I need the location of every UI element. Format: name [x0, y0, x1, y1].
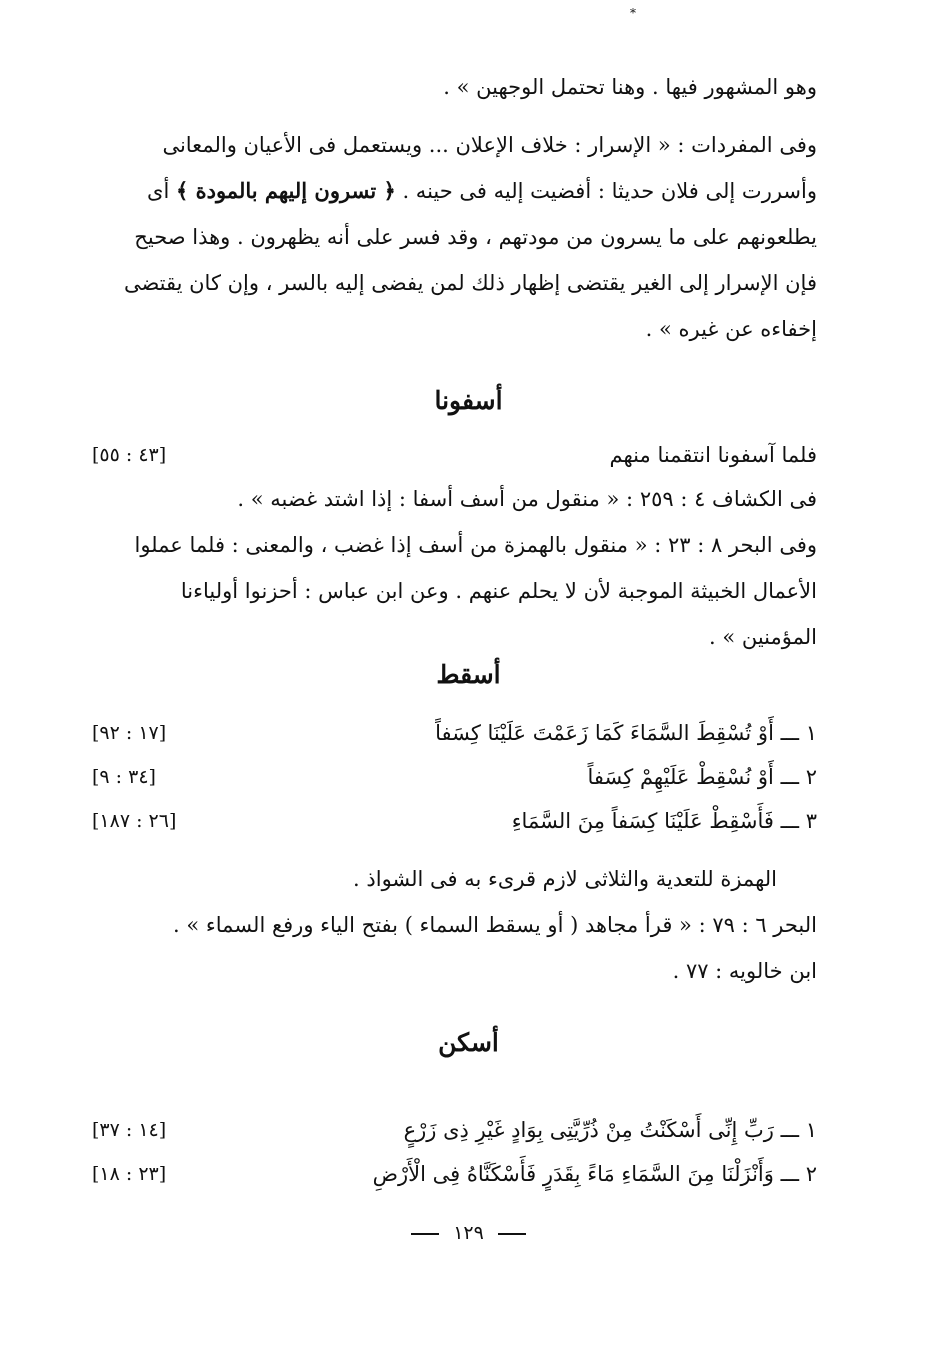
verse-row — [92, 433, 817, 477]
text-segment: أى — [147, 179, 176, 203]
section-heading: أسقط — [436, 660, 501, 689]
text-line: ابن خالويه : ٧٧ . — [672, 959, 817, 983]
verse-text: ١ ـــ أَوْ تُسْقِطَ السَّمَاءَ كَمَا زَعَمْتَ عَلَيْنَا كِسَفاً — [435, 721, 817, 745]
text-segment: وأسررت إلى فلان حديثا : أفضيت إليه فى حينه . — [395, 179, 817, 203]
text-line: البحر ٦ : ٧٩ : « قرأ مجاهد ( أو يسقط السماء ) بفتح الياء ورفع السماء » . — [173, 913, 817, 937]
text-line: إخفاءه عن غيره » . — [645, 317, 817, 341]
mufradat-paragraph — [92, 122, 817, 352]
verse-row — [92, 1108, 817, 1152]
verse-row — [92, 711, 817, 755]
text-line: وفى المفردات : « الإسرار : خلاف الإعلان ... ويستعمل فى الأعيان والمعانى — [162, 133, 817, 157]
top-mark: * — [630, 6, 636, 20]
verse-reference: [٢٣ : ١٨] — [92, 1163, 167, 1185]
quran-quote: ﴿ تسرون إليهم بالمودة ﴾ — [175, 178, 396, 203]
dash-decoration — [411, 1233, 439, 1235]
page-number — [0, 1222, 937, 1244]
page-number-text: ١٢٩ — [453, 1222, 484, 1244]
verse-row — [92, 755, 817, 799]
text-line: يطلعونهم على ما يسرون من مودتهم ، وقد فسر على أنه يظهرون . وهذا صحيح — [134, 225, 817, 249]
intro-paragraph — [92, 64, 817, 110]
verse-text: فلما آسفونا انتقمنا منهم — [609, 443, 817, 467]
section2-paragraph — [92, 902, 817, 994]
text-line — [92, 168, 817, 214]
verse-reference: [١٧ : ٩٢] — [92, 722, 167, 744]
verse-text: ٢ ـــ وَأَنْزَلْنَا مِنَ السَّمَاءِ مَاءً بِقَدَرٍ فَأَسْكَنَّاهُ فِى الْأَرْضِ — [372, 1162, 817, 1186]
text-line: وفى البحر ٨ : ٢٣ : « منقول بالهمزة من أسف إذا غضب ، والمعنى : فلما عملوا — [134, 533, 817, 557]
verse-text: ١ ـــ رَبِّ إِنِّى أَسْكَنْتُ مِنْ ذُرِّيَّتِى بِوَادٍ غَيْرِ ذِى زَرْعٍ — [403, 1118, 817, 1142]
verse-text: ٢ ـــ أَوْ نُسْقِطْ عَلَيْهِمْ كِسَفاً — [587, 765, 817, 789]
text-line: الأعمال الخبيثة الموجبة لأن لا يحلم عنهم . وعن ابن عباس : أحزنوا أولياءنا — [180, 579, 817, 603]
section1-paragraph — [92, 476, 817, 660]
verse-reference: [٢٦ : ١٨٧] — [92, 810, 177, 832]
text-line: وهو المشهور فيها . وهنا تحتمل الوجهين » . — [443, 75, 817, 99]
verse-row — [92, 799, 817, 843]
text-line: فإن الإسرار إلى الغير يقتضى إظهار ذلك لمن يفضى إليه بالسر ، وإن كان يقتضى — [123, 271, 817, 295]
section2-note — [92, 856, 777, 902]
verse-text: ٣ ـــ فَأَسْقِطْ عَلَيْنَا كِسَفاً مِنَ السَّمَاءِ — [511, 809, 817, 833]
text-line: المؤمنين » . — [708, 625, 817, 649]
dash-decoration — [498, 1233, 526, 1235]
section-heading: أسفونا — [434, 386, 503, 415]
verse-reference: [٣٤ : ٩] — [92, 766, 156, 788]
section-heading: أسكن — [438, 1028, 499, 1057]
verse-row — [92, 1152, 817, 1196]
verse-reference: [١٤ : ٣٧] — [92, 1119, 167, 1141]
verse-reference: [٤٣ : ٥٥] — [92, 444, 167, 466]
text-line: فى الكشاف ٤ : ٢٥٩ : « منقول من أسف أسفا : إذا اشتد غضبه » . — [237, 487, 817, 511]
text-line: الهمزة للتعدية والثلاثى لازم قرىء به فى الشواذ . — [353, 867, 777, 891]
